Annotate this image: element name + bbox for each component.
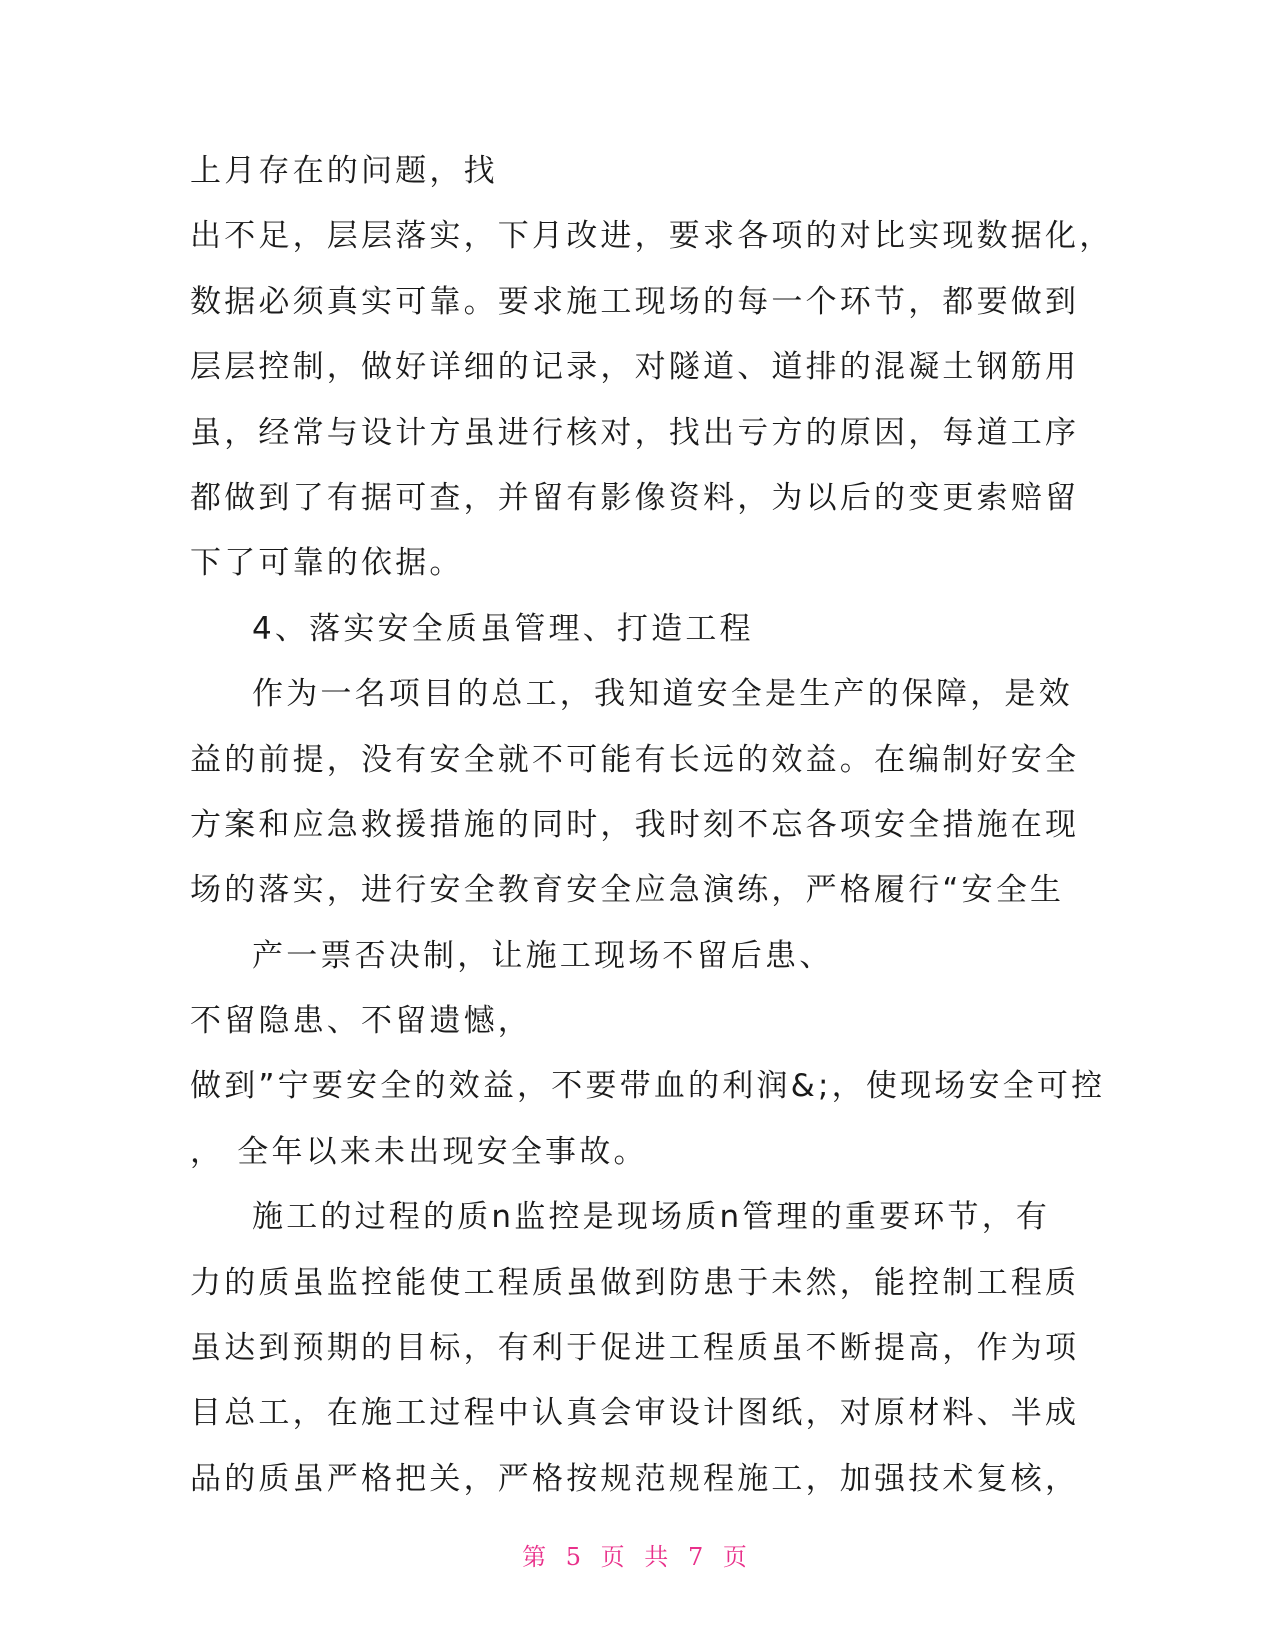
text-line: 品的质虽严格把关，严格按规范规程施工，加强技术复核， — [190, 1460, 1080, 1497]
page-number-footer: 第 5 页 共 7 页 — [522, 1543, 753, 1571]
text-line: 力的质虽监控能使工程质虽做到防患于未然，能控制工程质 — [190, 1264, 1080, 1301]
text-line: 数据必须真实可靠。要求施工现场的每一个环节，都要做到 — [190, 283, 1080, 320]
text-line: 上月存在的问题，找 — [190, 153, 498, 189]
text-line: 作为一名项目的总工，我知道安全是生产的保障，是效 — [252, 676, 1073, 713]
text-line: 都做到了有据可查，并留有影像资料，为以后的变更索赔留 — [190, 479, 1080, 516]
text-line: 不留隐患、不留遗憾， — [190, 1003, 532, 1040]
text-line: 产一票否决制，让施工现场不留后患、 — [252, 937, 834, 974]
text-line: 下了可靠的依据。 — [190, 545, 464, 582]
text-line: 益的前提，没有安全就不可能有长远的效益。在编制好安全 — [190, 741, 1080, 778]
text-line: 层层控制，做好详细的记录，对隧道、道排的混凝土钢筋用 — [190, 349, 1080, 386]
text-line: ， 全年以来未出现安全事故。 — [190, 1133, 648, 1170]
text-line: 场的落实，进行安全教育安全应急演练，严格履行“安全生 — [190, 872, 1065, 909]
text-line: 虽达到预期的目标，有利于促进工程质虽不断提高，作为项 — [190, 1330, 1080, 1367]
text-line: 施工的过程的质n监控是现场质n管理的重要环节，有 — [252, 1199, 1051, 1236]
section-heading: 4、落实安全质虽管理、打造工程 — [252, 610, 754, 647]
text-line: 出不足，层层落实，下月改进，要求各项的对比实现数据化， — [190, 218, 1114, 255]
text-line: 目总工，在施工过程中认真会审设计图纸，对原材料、半成 — [190, 1395, 1080, 1432]
text-line: 做到”宁要安全的效益，不要带血的利润&;，使现场安全可控 — [190, 1068, 1106, 1105]
document-body — [190, 148, 1114, 1521]
text-line: 虽，经常与设计方虽进行核对，找出亏方的原因，每道工序 — [190, 414, 1080, 451]
text-line: 方案和应急救援措施的同时，我时刻不忘各项安全措施在现 — [190, 806, 1080, 843]
